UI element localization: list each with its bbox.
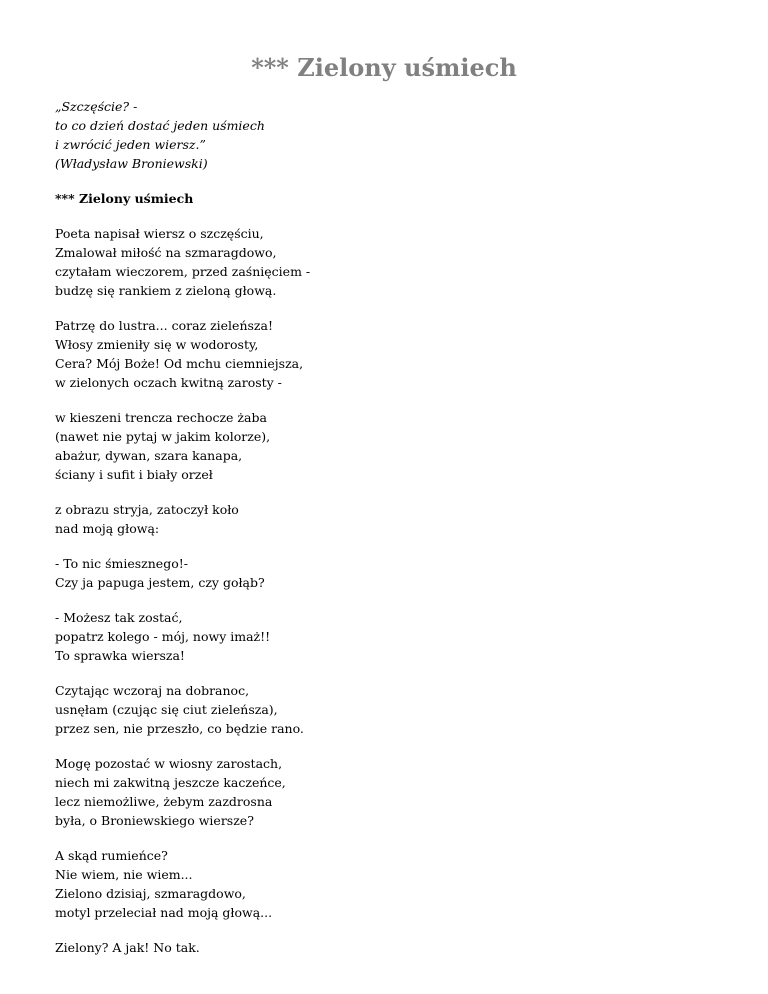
epigraph-line: „Szczęście? - (55, 99, 138, 114)
poem-title: *** Zielony uśmiech (55, 191, 194, 206)
poem-line: abażur, dywan, szara kanapa, (55, 448, 243, 463)
poem-line: To sprawka wiersza! (55, 648, 185, 663)
poem-line: popatrz kolego - mój, nowy imaż!! (55, 629, 271, 644)
stanza (55, 316, 735, 392)
poem-line: w kieszeni trencza rechocze żaba (55, 410, 267, 425)
poem-line: - Możesz tak zostać, (55, 610, 187, 625)
poem-line: - To nic śmiesznego!- (55, 556, 188, 571)
poem-content (55, 97, 735, 957)
epigraph-line: i zwrócić jeden wiersz.” (55, 137, 206, 152)
stanza (55, 681, 735, 738)
poem-line: nad moją głową: (55, 521, 160, 536)
poem-line: usnęłam (czując się ciut zieleńsza), (55, 702, 278, 717)
poem-line: Włosy zmieniły się w wodorosty, (55, 337, 259, 352)
page-title: *** Zielony uśmiech (251, 53, 517, 82)
stanza (55, 554, 735, 592)
stanza (55, 608, 735, 665)
poem-line: Cera? Mój Boże! Od mchu ciemniejsza, (55, 356, 304, 371)
poem-line: Zielono dzisiaj, szmaragdowo, (55, 886, 246, 901)
stanza (55, 938, 735, 957)
poem-line: motyl przeleciał nad moją głową... (55, 905, 273, 920)
poem-line: Poeta napisał wiersz o szczęściu, (55, 226, 264, 241)
poem-line: w zielonych oczach kwitną zarosty - (55, 375, 282, 390)
poem-line: A skąd rumieńce? (55, 848, 168, 863)
poem-line: Czy ja papuga jestem, czy gołąb? (55, 575, 265, 590)
poem-line: lecz niemożliwe, żebym zazdrosna (55, 794, 273, 809)
poem-line: ściany i sufit i biały orzeł (55, 467, 213, 482)
epigraph (55, 97, 735, 173)
poem-line: była, o Broniewskiego wiersze? (55, 813, 254, 828)
poem-line: Patrzę do lustra... coraz zieleńsza! (55, 318, 273, 333)
poem-line: Zmalował miłość na szmaragdowo, (55, 245, 277, 260)
stanza (55, 846, 735, 922)
poem-line: niech mi zakwitną jeszcze kaczeńce, (55, 775, 286, 790)
poem-line: Czytając wczoraj na dobranoc, (55, 683, 250, 698)
poem-line: (nawet nie pytaj w jakim kolorze), (55, 429, 271, 444)
poem-line: budzę się rankiem z zieloną głową. (55, 283, 277, 298)
epigraph-line: to co dzień dostać jeden uśmiech (55, 118, 265, 133)
stanza (55, 500, 735, 538)
poem-line: z obrazu stryja, zatoczył koło (55, 502, 239, 517)
stanza (55, 754, 735, 830)
poem-line: czytałam wieczorem, przed zaśnięciem - (55, 264, 311, 279)
stanza (55, 224, 735, 300)
poem-line: przez sen, nie przeszło, co będzie rano. (55, 721, 304, 736)
stanza (55, 408, 735, 484)
epigraph-attribution: (Władysław Broniewski) (55, 156, 208, 171)
poem-line: Mogę pozostać w wiosny zarostach, (55, 756, 283, 771)
poem-line: Nie wiem, nie wiem... (55, 867, 193, 882)
poem-line: Zielony? A jak! No tak. (55, 940, 200, 955)
